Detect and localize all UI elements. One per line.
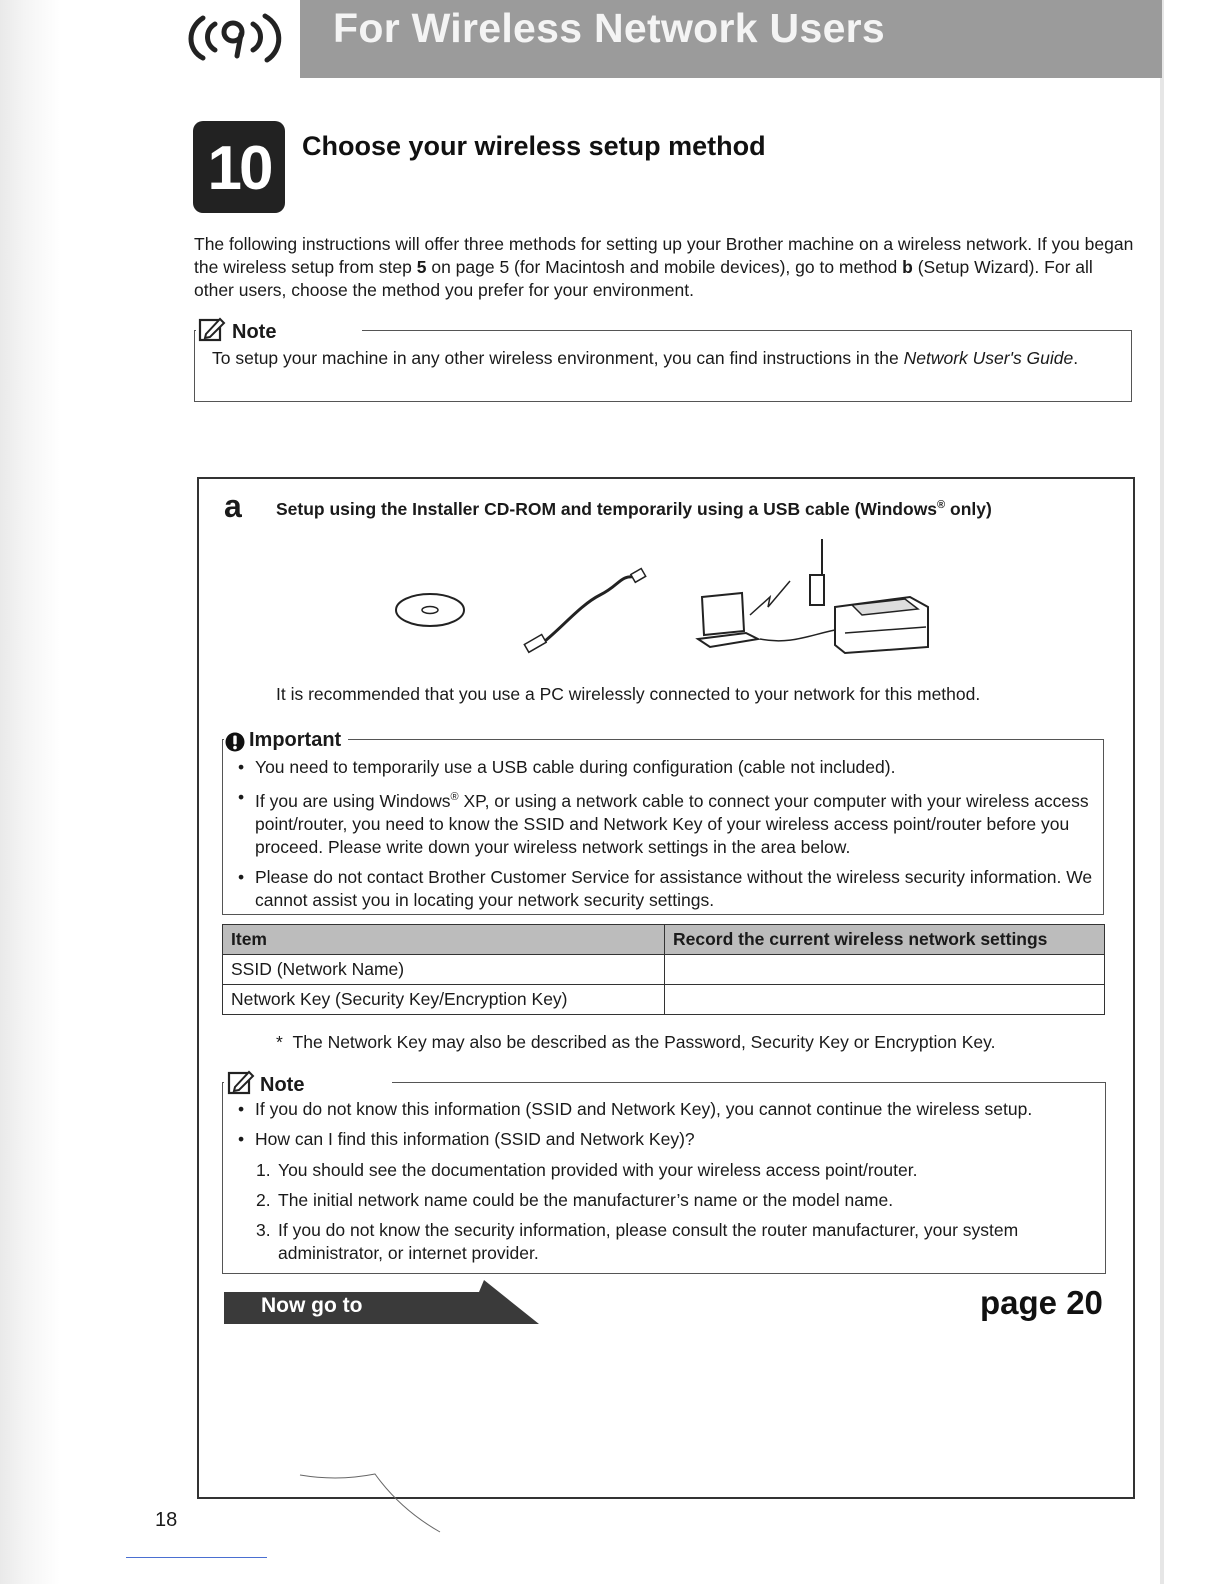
step-title: Choose your wireless setup method: [302, 131, 766, 161]
step-reference: 5: [416, 257, 427, 277]
usb-cable-icon: [524, 569, 645, 653]
binding-shadow: [0, 0, 60, 1584]
underline-mark: [126, 1557, 267, 1558]
note-label: Note: [232, 321, 277, 343]
page-reference-link[interactable]: page 20: [980, 1284, 1103, 1321]
table-row: [223, 955, 1105, 985]
list-item: • You need to temporarily use a USB cable during configuration (cable not included).: [238, 756, 1098, 779]
settings-entry-cell[interactable]: [665, 985, 1105, 1015]
table-header-row: [223, 925, 1105, 955]
list-item: 3. If you do not know the security information, please consult the router manufacturer, your system administrator, or internet provider.: [256, 1220, 1019, 1263]
settings-entry-cell[interactable]: [665, 955, 1105, 985]
recommendation-text: It is recommended that you use a PC wirelessly connected to your network for this method.: [276, 684, 981, 704]
wireless-settings-table: [222, 924, 1105, 1015]
cd-rom-icon: [396, 594, 464, 626]
list-item: • Please do not contact Brother Customer Service for assistance without the wireless security information. We cannot assist you in locating your network security settings.: [238, 866, 1098, 912]
step-number-badge: 10: [193, 121, 285, 213]
list-item: 2. The initial network name could be the manufacturer’s name or the model name.: [256, 1190, 894, 1210]
table-cell: SSID (Network Name): [223, 955, 665, 985]
method-a-title: Setup using the Installer CD-ROM and temporarily using a USB cable (Windows® only): [276, 499, 992, 519]
note-text: To setup your machine in any other wireless environment, you can find instructions in the Network User's Guide.: [212, 348, 1079, 368]
table-row: [223, 985, 1105, 1015]
column-header: Item: [223, 925, 665, 955]
important-exclamation-icon: [225, 732, 245, 752]
page-number: 18: [155, 1509, 178, 1531]
method-reference: b: [902, 257, 913, 277]
guide-title: Network User's Guide: [903, 348, 1074, 368]
list-item: • If you do not know this information (SSID and Network Key), you cannot continue the wireless setup.: [238, 1098, 1098, 1121]
intro-paragraph: The following instructions will offer three methods for setting up your Brother machine on a wireless network. If you began the wireless setup from step 5 on page 5 (for Macintosh and mobile devices), go to method b (Setup Wizard). For all other users, choose the method you prefer for your environment.: [194, 234, 1134, 300]
page-edge: [1160, 0, 1164, 1584]
column-header: Record the current wireless network settings: [665, 925, 1105, 955]
list-item: • If you are using Windows® XP, or using a network cable to connect your computer with your wireless access point/router, you need to know the SSID and Network Key of your wireless access point/router before you proceed. Please write down your wireless network settings in the area below.: [238, 786, 1098, 859]
wireless-signal-icon: [750, 581, 790, 615]
note-pencil-icon: [198, 316, 226, 342]
access-point-icon: [810, 539, 824, 605]
note-pencil-icon: [227, 1069, 255, 1095]
setup-illustration: [390, 535, 935, 665]
list-item: • How can I find this information (SSID and Network Key)?: [238, 1128, 1098, 1151]
now-go-to-label: Now go to: [261, 1294, 363, 1317]
footnote: * The Network Key may also be described as the Password, Security Key or Encryption Key.: [276, 1032, 996, 1052]
important-list: [238, 756, 1098, 919]
note-numbered-list: [256, 1159, 1096, 1272]
printer-icon: [835, 597, 928, 653]
method-letter: a: [224, 488, 242, 524]
wireless-icon: [183, 6, 293, 66]
header-title: For Wireless Network Users: [333, 5, 886, 51]
important-label: Important: [249, 729, 342, 751]
footnote-mark: *: [276, 1032, 283, 1052]
list-item: 1. You should see the documentation provided with your wireless access point/router.: [256, 1160, 918, 1180]
note-bullet-list: [238, 1098, 1098, 1158]
pen-mark: [290, 1440, 450, 1540]
laptop-icon: [698, 593, 758, 647]
table-cell: Network Key (Security Key/Encryption Key): [223, 985, 665, 1015]
note-label: Note: [260, 1074, 305, 1096]
